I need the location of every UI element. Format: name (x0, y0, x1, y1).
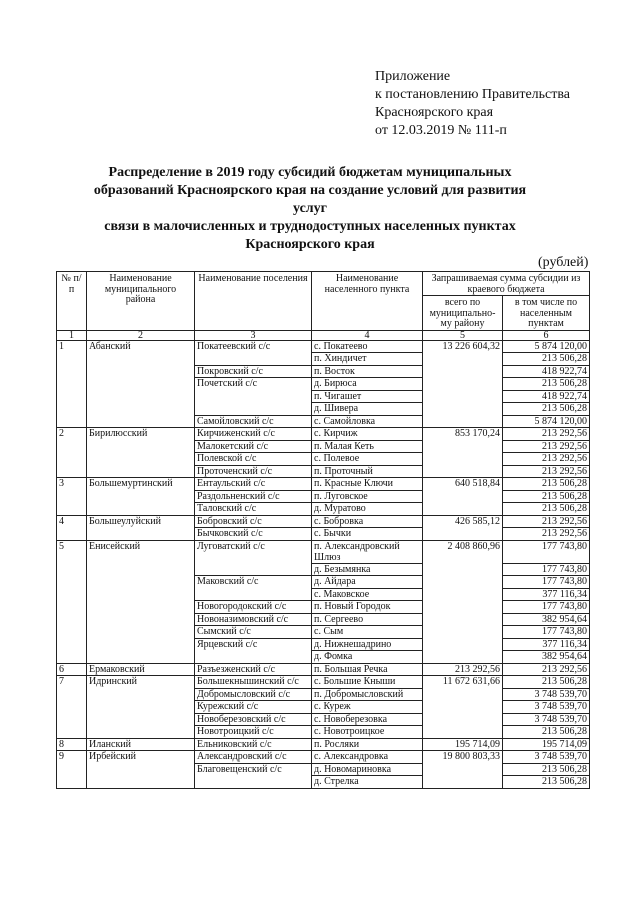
locality-amount-cell: 213 292,56 (503, 528, 590, 541)
appendix-block (375, 68, 570, 140)
header-requested: Запрашиваемая сумма субсидии из краевого бюджета (423, 272, 590, 296)
table-body (57, 340, 590, 788)
locality-cell: д. Шивера (312, 403, 423, 416)
settlement-cell: Кирчиженский с/с (195, 428, 312, 441)
locality-cell: д. Муратово (312, 503, 423, 516)
locality-cell: д. Айдара (312, 576, 423, 589)
row-number-cell: 8 (57, 738, 87, 751)
locality-cell: с. Бычки (312, 528, 423, 541)
locality-cell: п. Добромысловский (312, 688, 423, 701)
locality-cell: п. Красные Ключи (312, 478, 423, 491)
column-number: 3 (195, 330, 312, 340)
settlement-cell: Бобровский с/с (195, 515, 312, 528)
locality-amount-cell: 3 748 539,70 (503, 701, 590, 714)
locality-cell: с. Новоберезовка (312, 713, 423, 726)
settlement-cell: Ельниковский с/с (195, 738, 312, 751)
settlement-cell: Маковский с/с (195, 576, 312, 601)
table-row (57, 751, 590, 764)
row-number-cell: 7 (57, 676, 87, 739)
settlement-cell: Ярцевский с/с (195, 638, 312, 663)
locality-amount-cell: 213 506,28 (503, 503, 590, 516)
district-cell: Большемуртинский (87, 478, 195, 516)
locality-cell: с. Самойловка (312, 415, 423, 428)
locality-amount-cell: 418 922,74 (503, 365, 590, 378)
locality-amount-cell: 5 874 120,00 (503, 340, 590, 353)
settlement-cell: Разъезженский с/с (195, 663, 312, 676)
column-number: 5 (423, 330, 503, 340)
column-number: 4 (312, 330, 423, 340)
locality-cell: п. Малая Кеть (312, 440, 423, 453)
settlement-cell: Малокетский с/с (195, 440, 312, 453)
row-number-cell: 1 (57, 340, 87, 428)
settlement-cell: Александровский с/с (195, 751, 312, 764)
locality-cell: п. Новый Городок (312, 601, 423, 614)
table-row (57, 540, 590, 563)
table-row (57, 340, 590, 353)
locality-cell: с. Маковское (312, 588, 423, 601)
locality-amount-cell: 213 506,28 (503, 676, 590, 689)
locality-amount-cell: 213 506,28 (503, 726, 590, 739)
locality-amount-cell: 177 743,80 (503, 601, 590, 614)
settlement-cell: Почетский с/с (195, 378, 312, 416)
locality-cell: с. Полевое (312, 453, 423, 466)
district-total-cell: 426 585,12 (423, 515, 503, 540)
appendix-line: Приложение (375, 69, 451, 84)
title-line: Распределение в 2019 году субсидий бюджетам муниципальных (108, 165, 512, 180)
locality-cell: с. Новотроицкое (312, 726, 423, 739)
locality-cell: с. Кирчиж (312, 428, 423, 441)
settlement-cell: Проточенский с/с (195, 465, 312, 478)
locality-cell: с. Бобровка (312, 515, 423, 528)
locality-amount-cell: 177 743,80 (503, 540, 590, 563)
locality-cell: п. Луговское (312, 490, 423, 503)
table-row (57, 478, 590, 491)
header-num: № п/п (57, 272, 87, 331)
table-header-row (57, 272, 590, 296)
locality-cell: с. Александровка (312, 751, 423, 764)
table-row (57, 738, 590, 751)
locality-amount-cell: 213 292,56 (503, 663, 590, 676)
settlement-cell: Новоберезовский с/с (195, 713, 312, 726)
header-total: всего по муниципально-му району (423, 296, 503, 331)
locality-amount-cell: 213 506,28 (503, 378, 590, 391)
locality-amount-cell: 213 292,56 (503, 515, 590, 528)
settlement-cell: Новоназимовский с/с (195, 613, 312, 626)
settlement-cell: Ентаульский с/с (195, 478, 312, 491)
table-row (57, 663, 590, 676)
locality-amount-cell: 177 743,80 (503, 576, 590, 589)
district-total-cell: 2 408 860,96 (423, 540, 503, 663)
locality-amount-cell: 382 954,64 (503, 613, 590, 626)
locality-cell: п. Хиндичет (312, 353, 423, 366)
units-label: (рублей) (538, 255, 589, 270)
locality-amount-cell: 418 922,74 (503, 390, 590, 403)
settlement-cell: Луговатский с/с (195, 540, 312, 576)
locality-cell: д. Фомка (312, 651, 423, 664)
settlement-cell: Новотроицкий с/с (195, 726, 312, 739)
locality-cell: п. Росляки (312, 738, 423, 751)
settlement-cell: Добромысловский с/с (195, 688, 312, 701)
locality-amount-cell: 213 292,56 (503, 428, 590, 441)
table-row (57, 428, 590, 441)
row-number-cell: 6 (57, 663, 87, 676)
settlement-cell: Курежский с/с (195, 701, 312, 714)
settlement-cell: Таловский с/с (195, 503, 312, 516)
district-total-cell: 19 800 803,33 (423, 751, 503, 789)
row-number-cell: 5 (57, 540, 87, 663)
district-total-cell: 853 170,24 (423, 428, 503, 478)
district-cell: Бирилюсский (87, 428, 195, 478)
row-number-cell: 4 (57, 515, 87, 540)
district-cell: Идринский (87, 676, 195, 739)
locality-amount-cell: 3 748 539,70 (503, 688, 590, 701)
locality-cell: д. Безымянка (312, 563, 423, 576)
locality-amount-cell: 195 714,09 (503, 738, 590, 751)
locality-amount-cell: 213 292,56 (503, 465, 590, 478)
appendix-line: от 12.03.2019 № 111-п (375, 123, 507, 138)
appendix-line: к постановлению Правительства (375, 87, 571, 102)
locality-amount-cell: 382 954,64 (503, 651, 590, 664)
district-total-cell: 13 226 604,32 (423, 340, 503, 428)
district-total-cell: 195 714,09 (423, 738, 503, 751)
settlement-cell: Покровский с/с (195, 365, 312, 378)
locality-cell: п. Проточный (312, 465, 423, 478)
district-cell: Ирбейский (87, 751, 195, 789)
district-total-cell: 213 292,56 (423, 663, 503, 676)
settlement-cell: Покатеевский с/с (195, 340, 312, 365)
locality-cell: с. Большие Кныши (312, 676, 423, 689)
row-number-cell: 2 (57, 428, 87, 478)
locality-cell: п. Восток (312, 365, 423, 378)
title-line: связи в малочисленных и труднодоступных населенных пунктах (104, 219, 516, 234)
settlement-cell: Благовещенский с/с (195, 763, 312, 788)
header-district: Наименование муниципального района (87, 272, 195, 331)
settlement-cell: Сымский с/с (195, 626, 312, 639)
appendix-line: Красноярского края (375, 105, 494, 120)
title-line: образований Красноярского края на создание условий для развития услуг (93, 183, 527, 216)
locality-amount-cell: 213 292,56 (503, 453, 590, 466)
district-cell: Абанский (87, 340, 195, 428)
column-number: 2 (87, 330, 195, 340)
locality-cell: с. Куреж (312, 701, 423, 714)
locality-amount-cell: 5 874 120,00 (503, 415, 590, 428)
locality-cell: п. Сергеево (312, 613, 423, 626)
district-total-cell: 11 672 631,66 (423, 676, 503, 739)
locality-amount-cell: 377 116,34 (503, 588, 590, 601)
locality-cell: д. Новомариновка (312, 763, 423, 776)
district-cell: Ермаковский (87, 663, 195, 676)
settlement-cell: Самойловский с/с (195, 415, 312, 428)
table-row (57, 515, 590, 528)
locality-amount-cell: 213 506,28 (503, 776, 590, 789)
locality-cell: д. Стрелка (312, 776, 423, 789)
row-number-cell: 9 (57, 751, 87, 789)
column-number-row (57, 330, 590, 340)
locality-cell: с. Сым (312, 626, 423, 639)
district-cell: Иланский (87, 738, 195, 751)
district-total-cell: 640 518,84 (423, 478, 503, 516)
title-line: Красноярского края (245, 237, 375, 252)
table-row (57, 676, 590, 689)
locality-cell: п. Чигашет (312, 390, 423, 403)
settlement-cell: Новогородокский с/с (195, 601, 312, 614)
locality-amount-cell: 3 748 539,70 (503, 751, 590, 764)
locality-amount-cell: 213 506,28 (503, 353, 590, 366)
locality-cell: п. Александровский Шлюз (312, 540, 423, 563)
district-cell: Енисейский (87, 540, 195, 663)
column-number: 1 (57, 330, 87, 340)
column-number: 6 (503, 330, 590, 340)
subsidy-table (56, 271, 590, 789)
locality-amount-cell: 377 116,34 (503, 638, 590, 651)
district-cell: Большеулуйский (87, 515, 195, 540)
row-number-cell: 3 (57, 478, 87, 516)
header-per-locality: в том числе по населенным пунктам (503, 296, 590, 331)
settlement-cell: Большекнышинский с/с (195, 676, 312, 689)
locality-cell: д. Бирюса (312, 378, 423, 391)
settlement-cell: Бычковский с/с (195, 528, 312, 541)
locality-cell: с. Покатеево (312, 340, 423, 353)
locality-amount-cell: 213 506,28 (503, 478, 590, 491)
document-title (90, 164, 530, 254)
settlement-cell: Раздольненский с/с (195, 490, 312, 503)
locality-amount-cell: 213 292,56 (503, 440, 590, 453)
locality-amount-cell: 213 506,28 (503, 763, 590, 776)
locality-amount-cell: 3 748 539,70 (503, 713, 590, 726)
locality-cell: д. Нижнешадрино (312, 638, 423, 651)
settlement-cell: Полевской с/с (195, 453, 312, 466)
header-locality: Наименование населенного пункта (312, 272, 423, 331)
locality-cell: п. Большая Речка (312, 663, 423, 676)
locality-amount-cell: 213 506,28 (503, 403, 590, 416)
locality-amount-cell: 177 743,80 (503, 563, 590, 576)
locality-amount-cell: 177 743,80 (503, 626, 590, 639)
header-settlement: Наименование поселения (195, 272, 312, 331)
locality-amount-cell: 213 506,28 (503, 490, 590, 503)
